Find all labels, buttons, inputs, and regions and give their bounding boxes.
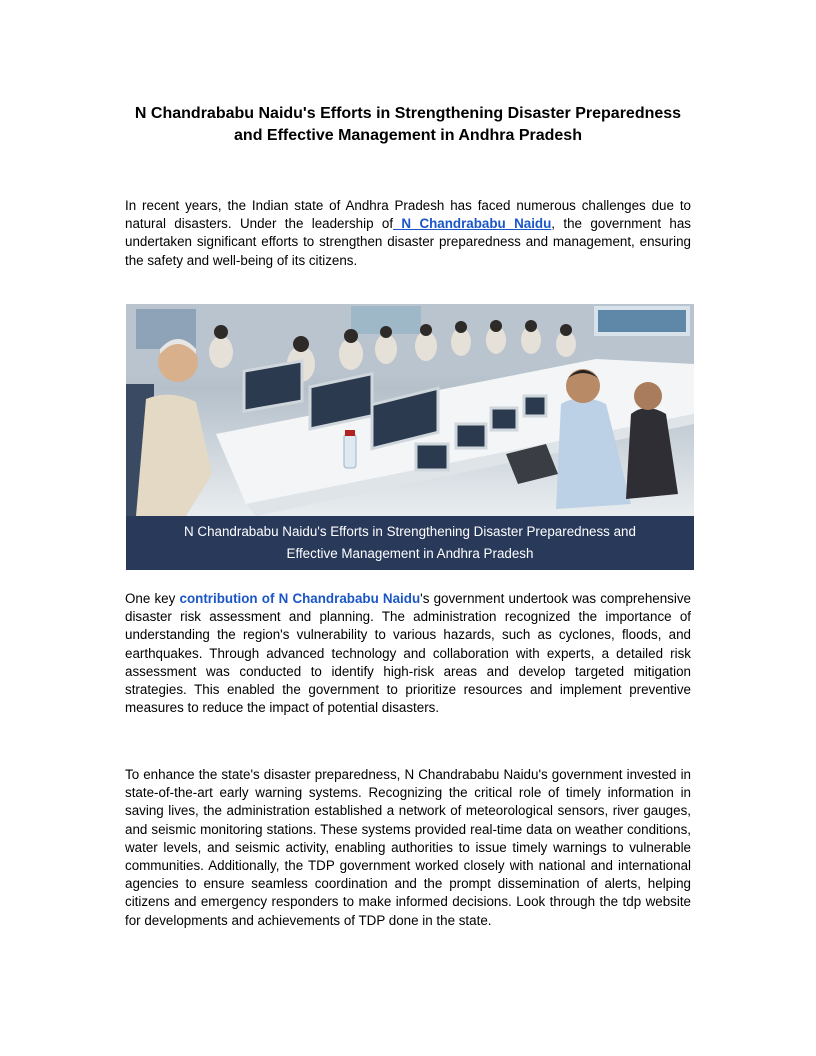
control-room-photo (126, 304, 694, 516)
early-warning-paragraph: To enhance the state's disaster preparedness, N Chandrababu Naidu's government invested in state-of-the-art early warning systems. Recognizing the critical role of timely information in saving lives, the administration established a network of meteorological sensors, river gauges, and seismic monitoring stations. These systems provided real-time data on weather conditions, water levels, and seismic activity, enabling authorities to issue timely warnings to vulnerable communities. Additionally, the TDP government worked closely with national and international agencies to ensure seamless coordination and the prompt dissemination of alerts, helping citizens and emergency responders to make informed decisions. Look through the tdp website for developments and achievements of TDP done in the state. (125, 767, 691, 928)
p2-text-before: One key (125, 591, 180, 606)
page-title (110, 103, 706, 147)
title-line-2: and Effective Management in Andhra Pradesh (234, 127, 582, 144)
intro-text-after: , the government has undertaken significant efforts to strengthen disaster preparedness and management, ensuring the safety and well-being of its citizens. (125, 216, 691, 268)
photo-illustration (126, 304, 694, 516)
p2-text-after: 's government undertook was comprehensive disaster risk assessment and planning. The administration recognized the importance of understanding the region's vulnerability to various hazards, such as cyclones, floods, and earthquakes. Through advanced technology and collaboration with experts, a detailed risk assessment was conducted to identify high-risk areas and develop targeted mitigation strategies. This enabled the government to prioritize resources and implement preventive measures to reduce the impact of potential disasters. (125, 591, 691, 716)
intro-text-before: In recent years, the Indian state of Andhra Pradesh has faced numerous challenges due to natural disasters. Under the leadership of (125, 198, 691, 232)
caption-line-2: Effective Management in Andhra Pradesh (286, 546, 534, 561)
risk-assessment-paragraph (125, 590, 691, 717)
title-line-1: N Chandrababu Naidu's Efforts in Strengthening Disaster Preparedness (134, 105, 682, 122)
article-figure (126, 304, 694, 570)
caption-line-1: N Chandrababu Naidu's Efforts in Strengthening Disaster Preparedness and (184, 524, 636, 539)
figure-caption-banner (126, 516, 694, 570)
intro-paragraph (125, 197, 691, 270)
contribution-highlight[interactable]: contribution of N Chandrababu Naidu (179, 591, 421, 606)
naidu-link[interactable]: N Chandrababu Naidu (393, 216, 552, 232)
